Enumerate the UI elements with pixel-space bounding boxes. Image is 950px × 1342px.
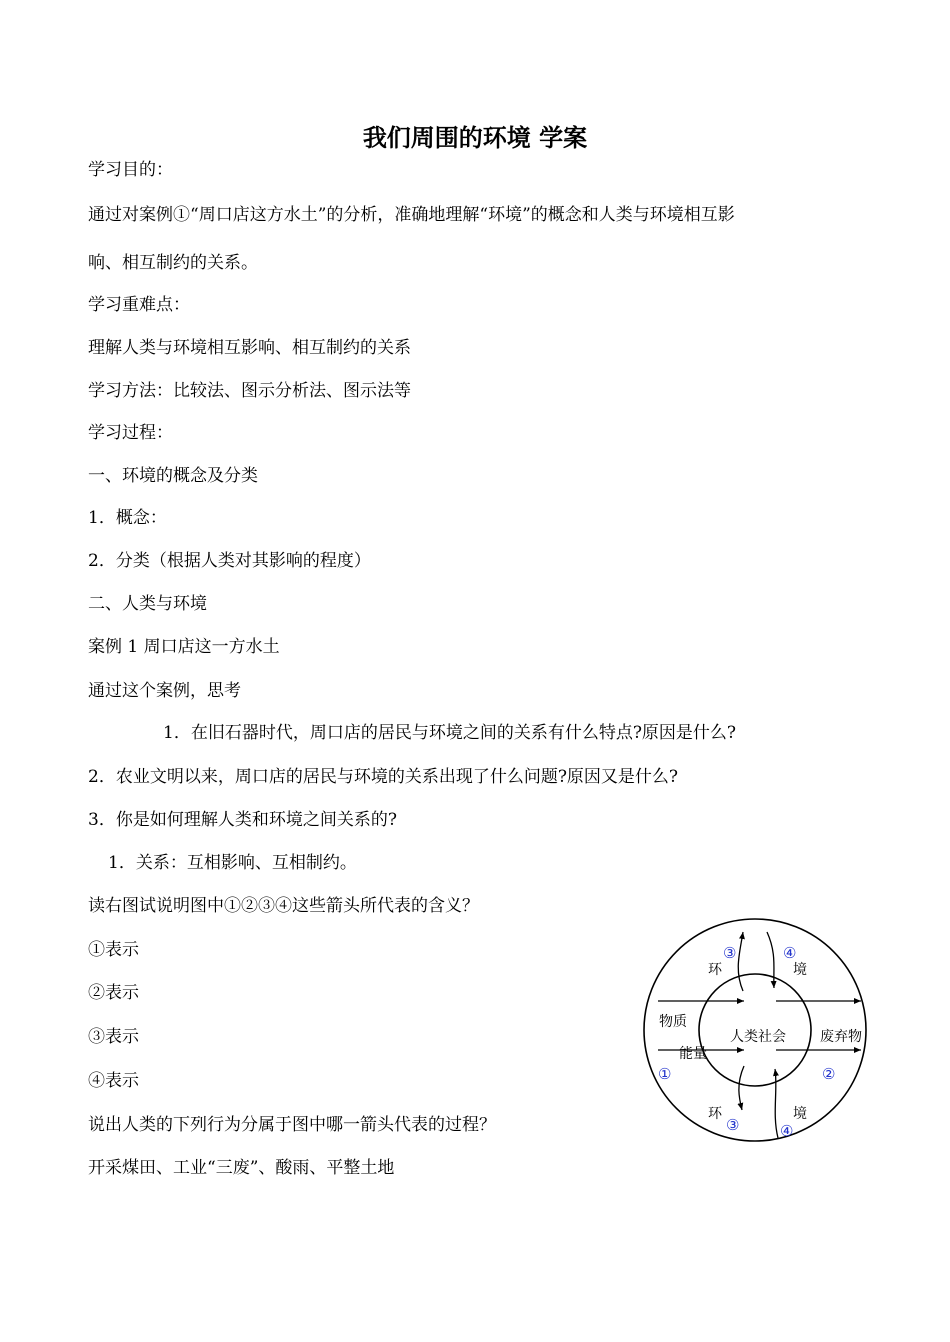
question-3: 3．你是如何理解人类和环境之间关系的? [88,810,397,830]
human-environment-diagram [640,918,880,1150]
section-two-heading: 二、人类与环境 [88,594,207,614]
think-prompt: 通过这个案例，思考 [88,681,241,701]
huan-bottom-label: 环 [708,1106,722,1122]
page-title: 我们周围的环境 学案 [362,124,588,152]
jing-top-label: 境 [793,962,807,978]
key-points-heading: 学习重难点： [88,295,190,315]
behavior-prompt: 说出人类的下列行为分属于图中哪一箭头代表的过程？ [88,1115,496,1135]
center-label: 人类社会 [730,1029,786,1045]
concept-item: 1．概念： [88,508,167,528]
section-one-heading: 一、环境的概念及分类 [88,466,258,486]
waste-label: 废弃物 [820,1029,862,1045]
methods-text: 学习方法：比较法、图示分析法、图示法等 [88,381,411,401]
energy-label: 能量 [679,1046,707,1062]
arrow-3-top [738,932,743,991]
arrow-2-meaning: ②表示 [88,983,139,1003]
objective-heading: 学习目的： [88,160,173,180]
arrow-4-meaning: ④表示 [88,1071,139,1091]
circled-3-top: ③ [723,944,737,962]
arrow-3-meaning: ③表示 [88,1027,139,1047]
arrow-4-top [767,932,774,988]
diagram-prompt: 读右图试说明图中①②③④这些箭头所代表的含义？ [88,896,479,916]
objective-text-2: 响、相互制约的关系。 [88,253,258,273]
question-1: 1．在旧石器时代，周口店的居民与环境之间的关系有什么特点?原因是什么? [163,723,737,743]
huan-top-label: 环 [708,962,722,978]
circled-4-bottom: ④ [780,1122,794,1140]
key-points-text: 理解人类与环境相互影响、相互制约的关系 [88,338,411,358]
circled-3-bottom: ③ [726,1116,740,1134]
circled-4-top: ④ [783,944,797,962]
process-heading: 学习过程： [88,423,173,443]
classification-item: 2．分类（根据人类对其影响的程度） [88,551,371,571]
circled-1: ① [658,1065,672,1083]
arrow-3-bottom [739,1066,744,1110]
objective-text-1: 通过对案例①“周口店这方水土”的分析，准确地理解“环境”的概念和人类与环境相互影 [88,205,735,225]
jing-bottom-label: 境 [793,1106,807,1122]
arrow-4-bottom [775,1069,778,1138]
behavior-list: 开采煤田、工业“三废”、酸雨、平整土地 [88,1158,395,1178]
question-2: 2．农业文明以来，周口店的居民与环境的关系出现了什么问题?原因又是什么? [88,767,679,787]
relation-statement: 1．关系：互相影响、互相制约。 [108,853,357,873]
matter-label: 物质 [659,1014,687,1030]
arrow-1-meaning: ①表示 [88,940,139,960]
circled-2: ② [822,1065,836,1083]
case-title: 案例 1 周口店这一方水土 [88,637,280,657]
